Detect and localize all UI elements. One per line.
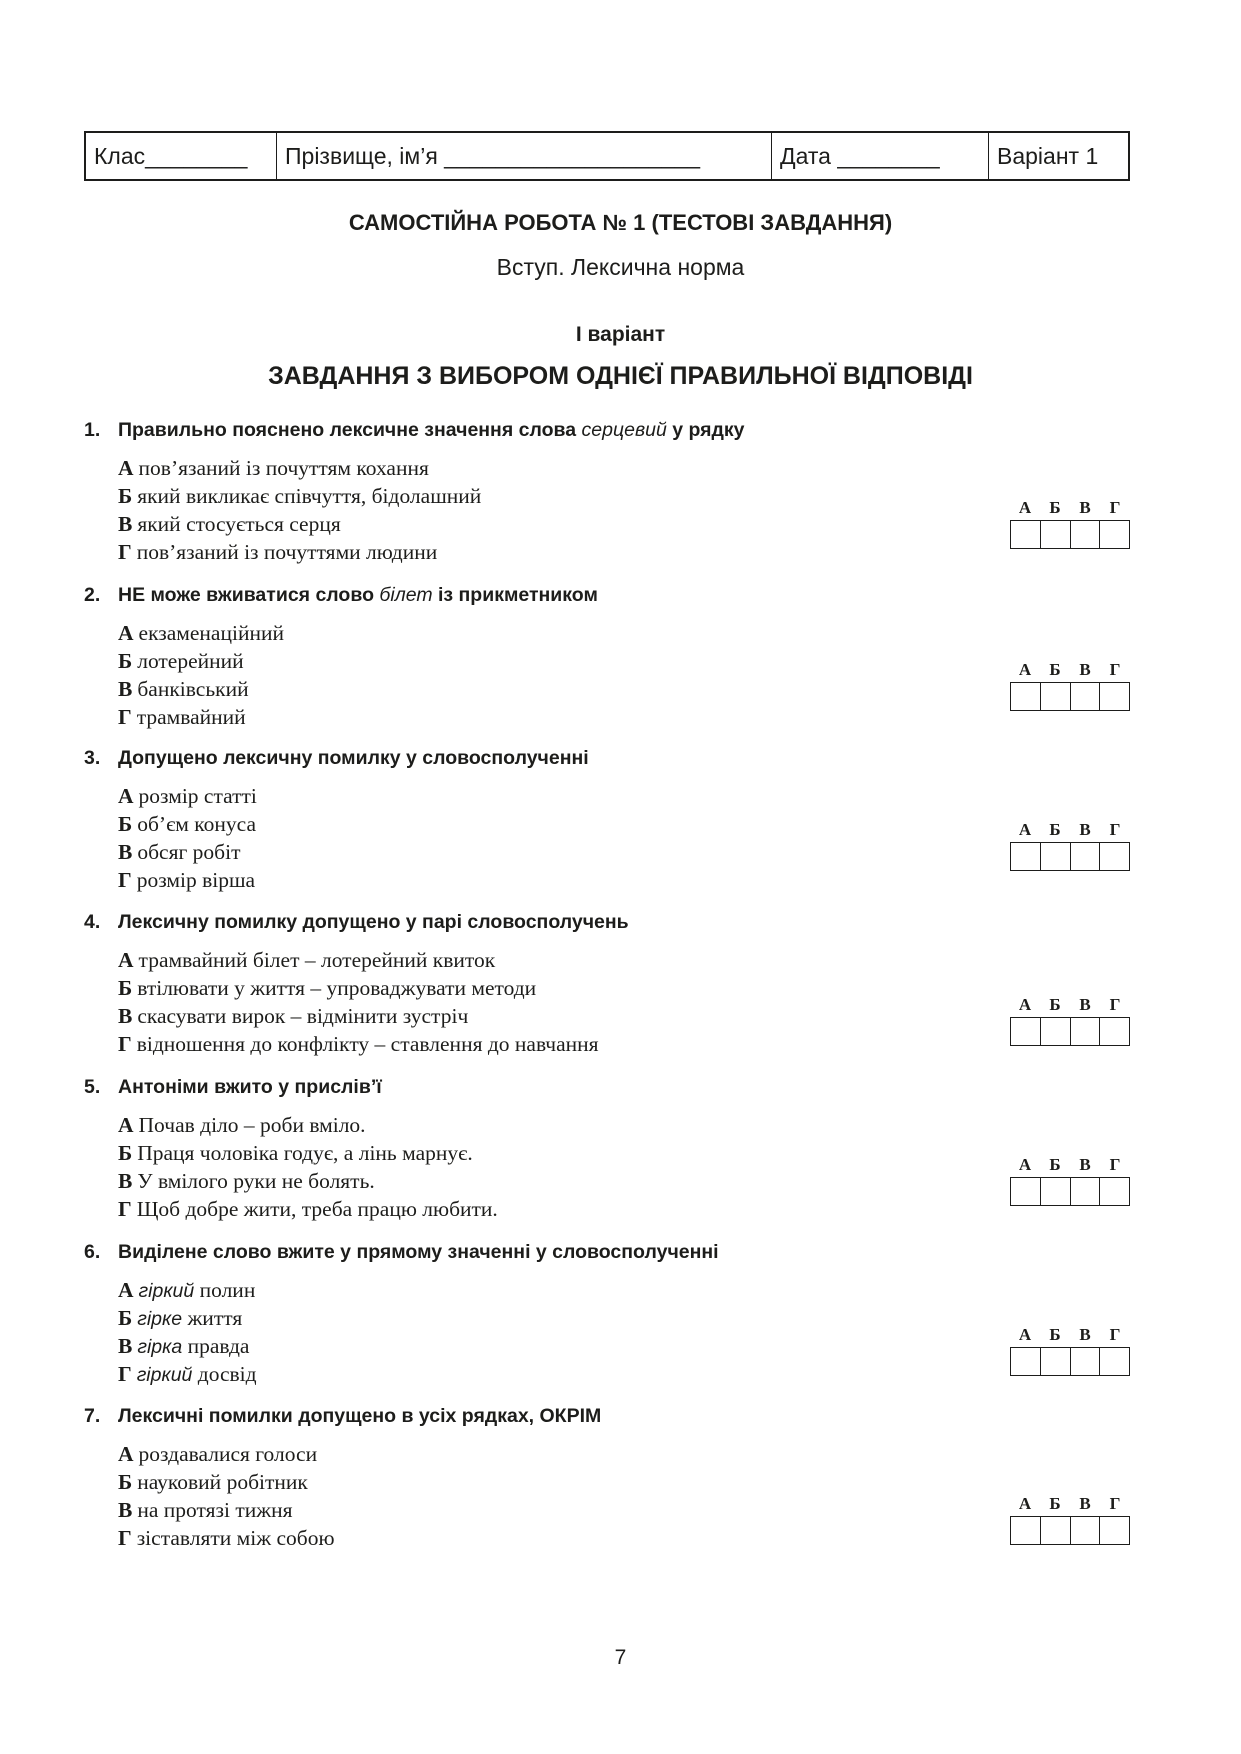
answer-grid (1010, 995, 1130, 1046)
task-option[interactable] (118, 946, 1134, 974)
answer-box[interactable] (1041, 1517, 1071, 1544)
option-highlighted-word: гірке (137, 1308, 183, 1330)
answer-letters (1010, 498, 1130, 520)
answer-boxes (1010, 1516, 1130, 1545)
option-text: науковий робітник (137, 1470, 308, 1494)
answer-box[interactable] (1071, 521, 1101, 548)
option-letter: Б (118, 1306, 133, 1330)
option-text: екзаменаційний (138, 621, 284, 645)
answer-grid (1010, 660, 1130, 711)
option-letter: В (118, 1004, 133, 1028)
task-question (84, 583, 1134, 607)
answer-box[interactable] (1041, 683, 1071, 710)
question-text: Лексичні помилки допущено в усіх рядках, ОКРІМ (118, 1405, 602, 1427)
answer-letter: Г (1109, 660, 1121, 679)
answer-box[interactable] (1071, 1178, 1101, 1205)
task-6 (84, 1240, 1134, 1388)
option-letter: Г (118, 1362, 132, 1386)
option-text: пов’язаний із почуттями людини (136, 540, 438, 564)
task-question (84, 746, 1134, 770)
page-number: 7 (614, 1646, 627, 1669)
task-number: 1. (84, 419, 101, 441)
question-keyword: білет (379, 584, 433, 606)
answer-box[interactable] (1041, 1348, 1071, 1375)
task-4 (84, 910, 1134, 1058)
answer-box[interactable] (1011, 843, 1041, 870)
option-text: трамвайний (136, 705, 246, 729)
task-number: 6. (84, 1241, 101, 1263)
name-field[interactable]: Прізвище, ім’я ____________________ (277, 133, 772, 179)
answer-box[interactable] (1041, 521, 1071, 548)
variant-heading: І варіант (575, 323, 666, 346)
task-option[interactable] (118, 1002, 1134, 1030)
question-text: Правильно пояснено лексичне значення слова (118, 419, 582, 441)
task-option[interactable] (118, 1030, 1134, 1058)
task-option[interactable] (118, 703, 1134, 731)
option-text: який викликає співчуття, бідолашний (137, 484, 482, 508)
answer-box[interactable] (1041, 1018, 1071, 1045)
answer-box[interactable] (1071, 1517, 1101, 1544)
option-text: обсяг робіт (137, 840, 241, 864)
task-number: 3. (84, 747, 101, 769)
options-list (118, 619, 1134, 731)
option-letter: А (118, 784, 134, 808)
answer-letters (1010, 1494, 1130, 1516)
answer-letter: Б (1049, 820, 1061, 839)
question-text: Антоніми вжито у прислів’ї (118, 1076, 382, 1098)
section-title: ЗАВДАННЯ З ВИБОРОМ ОДНІЄЇ ПРАВИЛЬНОЇ ВІДПОВІДІ (268, 362, 973, 390)
option-text: скасувати вирок – відмінити зустріч (137, 1004, 469, 1028)
task-option[interactable] (118, 838, 1134, 866)
answer-box[interactable] (1071, 1018, 1101, 1045)
option-text: розмір вірша (136, 868, 256, 892)
answer-letters (1010, 995, 1130, 1017)
answer-letter: А (1018, 660, 1032, 679)
answer-boxes (1010, 842, 1130, 871)
task-option[interactable] (118, 974, 1134, 1002)
option-text: полин (194, 1278, 256, 1302)
option-text: Щоб добре жити, треба працю любити. (136, 1197, 498, 1221)
answer-box[interactable] (1011, 521, 1041, 548)
answer-boxes (1010, 1017, 1130, 1046)
option-text: втілювати у життя – упроваджувати методи (137, 976, 537, 1000)
answer-box[interactable] (1100, 683, 1129, 710)
option-text: життя (182, 1306, 243, 1330)
option-letter: В (118, 677, 133, 701)
header-table (84, 131, 1130, 181)
answer-grid (1010, 1155, 1130, 1206)
option-letter: А (118, 1442, 134, 1466)
option-text: У вмілого руки не болять. (137, 1169, 375, 1193)
option-text: лотерейний (137, 649, 244, 673)
question-keyword: серцевий (581, 419, 667, 441)
option-letter: Б (118, 1470, 133, 1494)
task-option[interactable] (118, 454, 1134, 482)
task-option[interactable] (118, 782, 1134, 810)
task-option[interactable] (118, 619, 1134, 647)
answer-box[interactable] (1011, 1018, 1041, 1045)
answer-grid (1010, 498, 1130, 549)
option-highlighted-word: гіркий (136, 1364, 193, 1386)
answer-letter: Г (1109, 820, 1121, 839)
task-question (84, 418, 1134, 442)
answer-letter: А (1018, 1155, 1032, 1174)
question-text: НЕ може вживатися слово (118, 584, 380, 606)
answer-grid (1010, 1494, 1130, 1545)
answer-letter: А (1018, 498, 1032, 517)
answer-box[interactable] (1011, 1178, 1041, 1205)
answer-letter: А (1018, 1325, 1032, 1344)
task-option[interactable] (118, 810, 1134, 838)
answer-letter: Б (1049, 1325, 1061, 1344)
task-5 (84, 1075, 1134, 1223)
answer-letter: Г (1109, 498, 1121, 517)
answer-box[interactable] (1011, 1348, 1041, 1375)
page-title: САМОСТІЙНА РОБОТА № 1 (ТЕСТОВІ ЗАВДАННЯ) (348, 210, 893, 235)
option-letter: В (118, 1498, 133, 1522)
answer-letter: Б (1049, 660, 1061, 679)
answer-letter: В (1079, 498, 1091, 517)
answer-letter: В (1079, 820, 1091, 839)
task-number: 2. (84, 584, 101, 606)
answer-letter: Б (1049, 498, 1061, 517)
task-option[interactable] (118, 647, 1134, 675)
options-list (118, 1276, 1134, 1388)
task-question (84, 910, 1134, 934)
option-letter: Б (118, 1141, 133, 1165)
answer-letter: В (1079, 995, 1091, 1014)
answer-box[interactable] (1100, 1178, 1129, 1205)
question-text: Допущено лексичну помилку у словосполученні (118, 747, 589, 769)
answer-grid (1010, 1325, 1130, 1376)
option-highlighted-word: гіркий (138, 1280, 195, 1302)
answer-box[interactable] (1041, 1178, 1071, 1205)
task-option[interactable] (118, 1360, 1134, 1388)
option-letter: А (118, 948, 134, 972)
option-text: розмір статті (138, 784, 257, 808)
answer-letter: Б (1049, 1494, 1061, 1513)
task-number: 7. (84, 1405, 101, 1427)
answer-letter: Б (1049, 995, 1061, 1014)
option-text: Праця чоловіка годує, а лінь марнує. (137, 1141, 473, 1165)
date-field[interactable]: Дата ________ (772, 133, 989, 179)
option-letter: Г (118, 868, 132, 892)
option-text: досвід (192, 1362, 257, 1386)
option-text: Почав діло – роби вміло. (138, 1113, 366, 1137)
options-list (118, 782, 1134, 894)
task-3 (84, 746, 1134, 894)
answer-letters (1010, 1155, 1130, 1177)
task-7 (84, 1404, 1134, 1552)
option-letter: А (118, 456, 134, 480)
question-text: Лексичну помилку допущено у парі словосполучень (118, 911, 629, 933)
answer-letter: В (1079, 1494, 1091, 1513)
option-text: об’єм конуса (137, 812, 256, 836)
option-letter: Г (118, 705, 132, 729)
task-option[interactable] (118, 1524, 1134, 1552)
task-option[interactable] (118, 1276, 1134, 1304)
option-letter: Б (118, 976, 133, 1000)
answer-boxes (1010, 1177, 1130, 1206)
answer-box[interactable] (1071, 843, 1101, 870)
task-option[interactable] (118, 1468, 1134, 1496)
options-list (118, 946, 1134, 1058)
option-letter: В (118, 1334, 133, 1358)
answer-letters (1010, 820, 1130, 842)
option-letter: Г (118, 1032, 132, 1056)
answer-boxes (1010, 1347, 1130, 1376)
task-option[interactable] (118, 1139, 1134, 1167)
answer-letters (1010, 1325, 1130, 1347)
answer-box[interactable] (1071, 683, 1101, 710)
task-question (84, 1240, 1134, 1264)
option-letter: В (118, 840, 133, 864)
options-list (118, 1440, 1134, 1552)
answer-box[interactable] (1011, 1517, 1041, 1544)
option-text: зіставляти між собою (136, 1526, 335, 1550)
option-letter: Г (118, 540, 132, 564)
task-question (84, 1075, 1134, 1099)
answer-letters (1010, 660, 1130, 682)
task-option[interactable] (118, 1195, 1134, 1223)
answer-letter: Г (1109, 1325, 1121, 1344)
task-option[interactable] (118, 482, 1134, 510)
answer-box[interactable] (1100, 1517, 1129, 1544)
task-2 (84, 583, 1134, 731)
task-option[interactable] (118, 675, 1134, 703)
answer-box[interactable] (1011, 683, 1041, 710)
answer-box[interactable] (1100, 521, 1129, 548)
option-letter: Б (118, 649, 133, 673)
answer-box[interactable] (1100, 1348, 1129, 1375)
question-text-end: у рядку (666, 419, 745, 441)
options-list (118, 1111, 1134, 1223)
task-number: 4. (84, 911, 101, 933)
answer-letter: Г (1109, 995, 1121, 1014)
class-field[interactable]: Клас________ (86, 133, 277, 179)
task-option[interactable] (118, 1111, 1134, 1139)
answer-letter: А (1018, 820, 1032, 839)
option-letter: А (118, 621, 134, 645)
answer-letter: Г (1109, 1155, 1121, 1174)
answer-boxes (1010, 682, 1130, 711)
task-option[interactable] (118, 1167, 1134, 1195)
answer-boxes (1010, 520, 1130, 549)
answer-letter: В (1079, 1155, 1091, 1174)
option-letter: А (118, 1113, 134, 1137)
answer-grid (1010, 820, 1130, 871)
answer-box[interactable] (1100, 1018, 1129, 1045)
task-1 (84, 418, 1134, 566)
option-letter: В (118, 512, 133, 536)
page-subtitle: Вступ. Лексична норма (496, 254, 745, 280)
answer-letter: А (1018, 1494, 1032, 1513)
option-letter: Б (118, 484, 133, 508)
answer-box[interactable] (1071, 1348, 1101, 1375)
option-letter: В (118, 1169, 133, 1193)
option-text: на протязі тижня (137, 1498, 293, 1522)
task-option[interactable] (118, 1440, 1134, 1468)
task-option[interactable] (118, 538, 1134, 566)
question-text: Виділене слово вжите у прямому значенні у словосполученні (118, 1241, 719, 1263)
variant-label: Варіант 1 (997, 142, 1099, 169)
option-text: трамвайний білет – лотерейний квиток (138, 948, 496, 972)
option-letter: А (118, 1278, 134, 1302)
task-option[interactable] (118, 1332, 1134, 1360)
answer-letter: В (1079, 1325, 1091, 1344)
answer-box[interactable] (1041, 843, 1071, 870)
task-number: 5. (84, 1076, 101, 1098)
answer-letter: Б (1049, 1155, 1061, 1174)
answer-letter: Г (1109, 1494, 1121, 1513)
task-option[interactable] (118, 866, 1134, 894)
question-text-end: із прикметником (432, 584, 598, 606)
option-text: відношення до конфлікту – ставлення до навчання (136, 1032, 599, 1056)
option-text: правда (182, 1334, 250, 1358)
answer-letter: А (1018, 995, 1032, 1014)
option-letter: Г (118, 1526, 132, 1550)
option-text: пов’язаний із почуттям кохання (138, 456, 429, 480)
task-question (84, 1404, 1134, 1428)
answer-letter: В (1079, 660, 1091, 679)
option-text: банківський (137, 677, 249, 701)
option-highlighted-word: гірка (137, 1336, 183, 1358)
task-option[interactable] (118, 1304, 1134, 1332)
option-letter: Г (118, 1197, 132, 1221)
option-letter: Б (118, 812, 133, 836)
task-option[interactable] (118, 1496, 1134, 1524)
options-list (118, 454, 1134, 566)
option-text: який стосується серця (137, 512, 341, 536)
answer-box[interactable] (1100, 843, 1129, 870)
option-text: роздавалися голоси (138, 1442, 318, 1466)
task-option[interactable] (118, 510, 1134, 538)
